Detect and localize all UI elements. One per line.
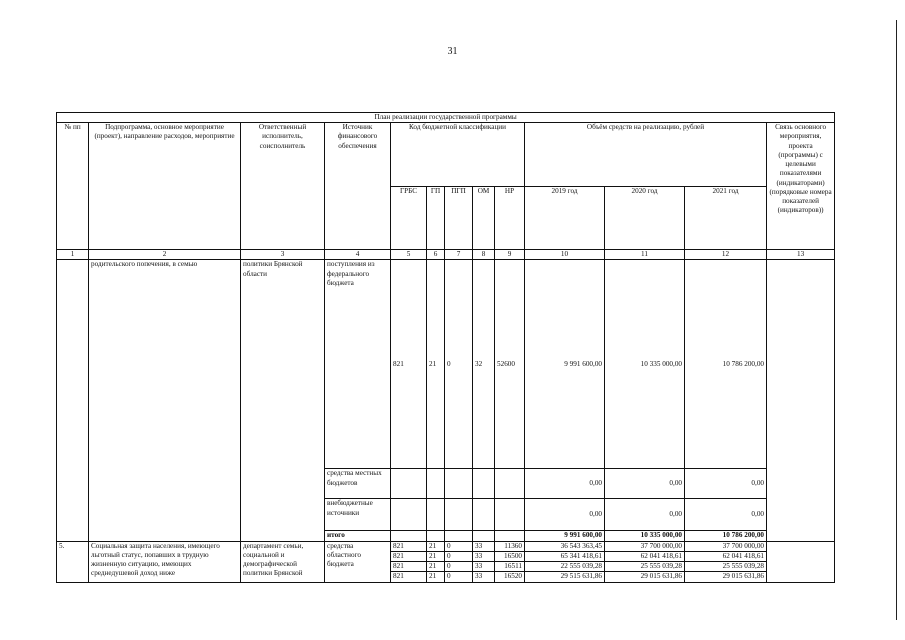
amount-2019: 9 991 600,00 [525,260,605,469]
amount-2020: 0,00 [605,499,685,531]
source-local: средства местных бюджетов [325,469,391,499]
np-cell [495,499,525,531]
col-number: 4 [325,250,391,260]
header-np: НР [495,186,525,250]
np-cell: 11360 [495,541,525,551]
responsible-cell: политики Брянской области [241,260,325,541]
amount-2020: 37 700 000,00 [605,541,685,551]
subprogram-cell: родительского попечения, в семью [89,260,241,541]
col-number: 3 [241,250,325,260]
np-cell: 16520 [495,572,525,582]
column-number-row [57,250,835,260]
col-number: 6 [427,250,445,260]
grbs-cell: 821 [391,562,427,572]
grbs-cell: 821 [391,551,427,561]
header-volume: Объём средств на реализацию, рублей [525,123,767,187]
amount-2019: 0,00 [525,469,605,499]
program-plan-table [56,112,835,583]
om-cell: 33 [473,572,495,582]
col-number: 10 [525,250,605,260]
row-num-cell: 5. [57,541,89,582]
col-number: 1 [57,250,89,260]
amount-2019: 29 515 631,86 [525,572,605,582]
om-cell: 32 [473,260,495,469]
pgp-cell: 0 [445,541,473,551]
amount-2021: 10 786 200,00 [685,260,767,469]
np-cell [495,469,525,499]
amount-2019: 65 341 418,61 [525,551,605,561]
total-label: итого [325,531,391,541]
amount-2019: 0,00 [525,499,605,531]
header-om: ОМ [473,186,495,250]
om-cell [473,531,495,541]
header-row-1 [57,123,835,187]
gp-cell [427,469,445,499]
col-number: 11 [605,250,685,260]
amount-2020: 10 335 000,00 [605,260,685,469]
pgp-cell [445,531,473,541]
col-number: 8 [473,250,495,260]
col-number: 13 [767,250,835,260]
pgp-cell: 0 [445,551,473,561]
np-cell: 16500 [495,551,525,561]
om-cell: 33 [473,551,495,561]
grbs-cell: 821 [391,572,427,582]
gp-cell: 21 [427,260,445,469]
header-2021: 2021 год [685,186,767,250]
amount-2020: 0,00 [605,469,685,499]
pgp-cell: 0 [445,562,473,572]
subprogram-cell: Социальная защита населения, имеющего льготный статус, попавших в трудную жизненную ситуацию, имеющих среднедушевой доход ниже [89,541,241,582]
gp-cell: 21 [427,572,445,582]
amount-2021: 0,00 [685,499,767,531]
amount-2020: 62 041 418,61 [605,551,685,561]
header-subprogram: Подпрограмма, основное мероприятие (проект), направление расходов, мероприятие [89,123,241,250]
header-gp: ГП [427,186,445,250]
pgp-cell [445,469,473,499]
gp-cell: 21 [427,551,445,561]
grbs-cell [391,531,427,541]
amount-2020: 29 015 631,86 [605,572,685,582]
om-cell [473,469,495,499]
col-number: 7 [445,250,473,260]
grbs-cell: 821 [391,541,427,551]
gp-cell: 21 [427,541,445,551]
source-federal: поступления из федерального бюджета [325,260,391,469]
grbs-cell: 821 [391,260,427,469]
gp-cell [427,531,445,541]
grbs-cell [391,469,427,499]
header-2019: 2019 год [525,186,605,250]
om-cell [473,499,495,531]
table-title: План реализации государственной программы [57,113,835,123]
np-cell: 52600 [495,260,525,469]
table-row [57,541,835,551]
row-num-cell [57,260,89,541]
header-link: Связь основного мероприятия, проекта (программы) с целевыми показателями (индикаторами) (порядковые номера показателей (индикаторов)) [767,123,835,250]
link-cell [767,541,835,582]
om-cell: 33 [473,562,495,572]
table-title-row [57,113,835,123]
pgp-cell: 0 [445,572,473,582]
responsible-cell: департамент семьи, социальной и демографической политики Брянской [241,541,325,582]
amount-2019: 36 543 363,45 [525,541,605,551]
pgp-cell: 0 [445,260,473,469]
header-num: № пп [57,123,89,250]
gp-cell [427,499,445,531]
amount-2019: 22 555 039,28 [525,562,605,572]
table-row [57,260,835,469]
col-number: 9 [495,250,525,260]
np-cell: 16511 [495,562,525,572]
link-cell [767,260,835,541]
amount-2020: 25 555 039,28 [605,562,685,572]
grbs-cell [391,499,427,531]
gp-cell: 21 [427,562,445,572]
header-pgp: ПГП [445,186,473,250]
header-source: Источник финансового обеспечения [325,123,391,250]
total-2021: 10 786 200,00 [685,531,767,541]
amount-2021: 29 015 631,86 [685,572,767,582]
header-2020: 2020 год [605,186,685,250]
total-2020: 10 335 000,00 [605,531,685,541]
np-cell [495,531,525,541]
scan-edge-line [896,20,898,620]
amount-2021: 0,00 [685,469,767,499]
page-number: 31 [447,46,458,57]
col-number: 5 [391,250,427,260]
amount-2021: 37 700 000,00 [685,541,767,551]
col-number: 12 [685,250,767,260]
total-2019: 9 991 600,00 [525,531,605,541]
source-regional: средства областного бюджета [325,541,391,582]
pgp-cell [445,499,473,531]
source-extrabudgetary: внебюджетные источники [325,499,391,531]
header-budget-code: Код бюджетной классификации [391,123,525,187]
header-grbs: ГРБС [391,186,427,250]
amount-2021: 62 041 418,61 [685,551,767,561]
header-responsible: Ответственный исполнитель, соисполнитель [241,123,325,250]
om-cell: 33 [473,541,495,551]
amount-2021: 25 555 039,28 [685,562,767,572]
col-number: 2 [89,250,241,260]
